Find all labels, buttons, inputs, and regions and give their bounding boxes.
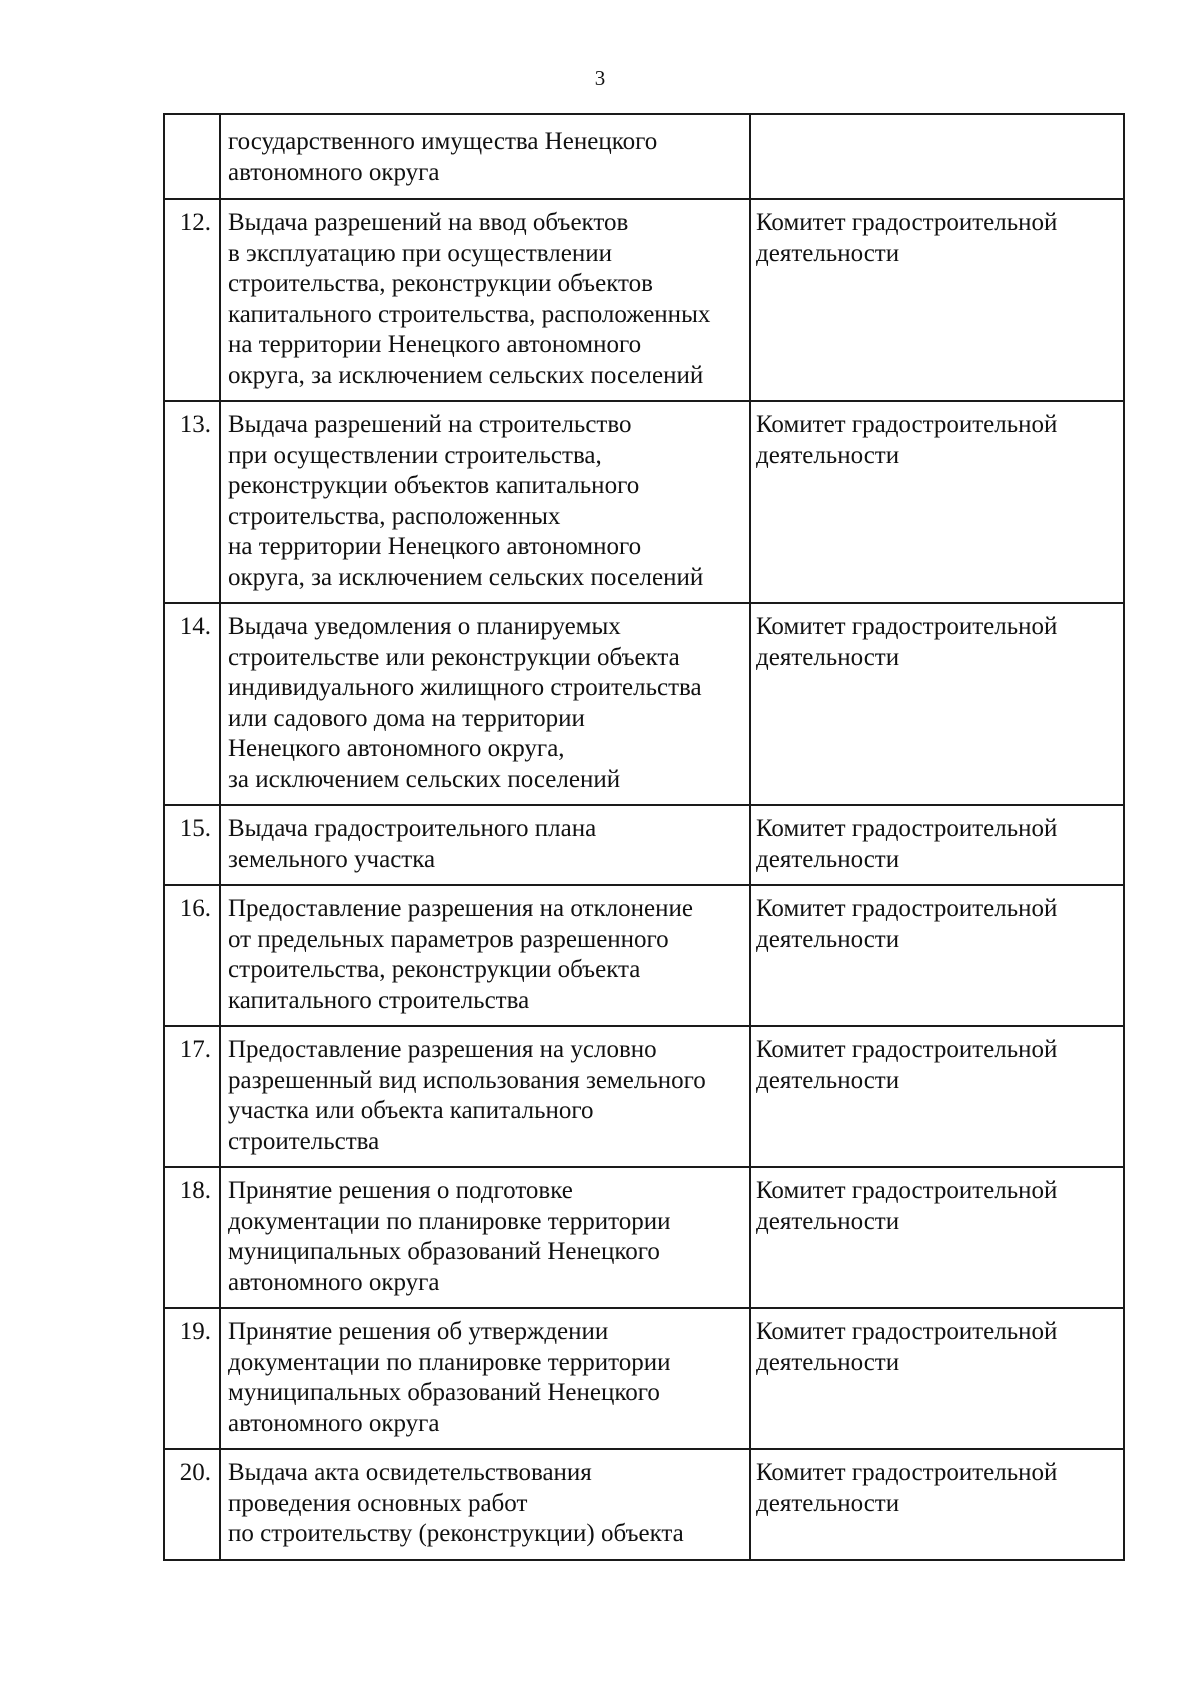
responsible-organ	[750, 114, 1124, 199]
table-row	[164, 114, 1124, 199]
row-number: 19.	[164, 1308, 220, 1449]
responsible-organ: Комитет градостроительной деятельности	[750, 603, 1124, 805]
service-name: Предоставление разрешения на отклонение от предельных параметров разрешенного строительства, реконструкции объекта капитального строительства	[220, 885, 750, 1026]
service-name: Выдача акта освидетельствования проведения основных работ по строительству (реконструкции) объекта	[220, 1449, 750, 1560]
table-row	[164, 805, 1124, 885]
row-number: 13.	[164, 401, 220, 603]
service-name: Предоставление разрешения на условно разрешенный вид использования земельного участка или объекта капитального строительства	[220, 1026, 750, 1167]
row-number: 16.	[164, 885, 220, 1026]
table-row	[164, 885, 1124, 1026]
row-number	[164, 114, 220, 199]
service-name: Принятие решения об утверждении документации по планировке территории муниципальных образований Ненецкого автономного округа	[220, 1308, 750, 1449]
responsible-organ: Комитет градостроительной деятельности	[750, 805, 1124, 885]
table-row	[164, 1308, 1124, 1449]
service-name: Выдача разрешений на строительство при осуществлении строительства, реконструкции объектов капитального строительства, расположенных на территории Ненецкого автономного округа, за исключением сельских поселений	[220, 401, 750, 603]
row-number: 17.	[164, 1026, 220, 1167]
row-number: 12.	[164, 199, 220, 401]
table-row	[164, 603, 1124, 805]
responsible-organ: Комитет градостроительной деятельности	[750, 1308, 1124, 1449]
service-name: Выдача уведомления о планируемых строительстве или реконструкции объекта индивидуального жилищного строительства или садового дома на территории Ненецкого автономного округа, за исключением сельских поселений	[220, 603, 750, 805]
service-name: Выдача разрешений на ввод объектов в эксплуатацию при осуществлении строительства, реконструкции объектов капитального строительства, расположенных на территории Ненецкого автономного округа, за исключением сельских поселений	[220, 199, 750, 401]
row-number: 15.	[164, 805, 220, 885]
responsible-organ: Комитет градостроительной деятельности	[750, 1167, 1124, 1308]
service-name: государственного имущества Ненецкого автономного округа	[220, 114, 750, 199]
responsible-organ: Комитет градостроительной деятельности	[750, 401, 1124, 603]
table-row	[164, 1167, 1124, 1308]
service-name: Выдача градостроительного плана земельного участка	[220, 805, 750, 885]
service-name: Принятие решения о подготовке документации по планировке территории муниципальных образований Ненецкого автономного округа	[220, 1167, 750, 1308]
responsible-organ: Комитет градостроительной деятельности	[750, 199, 1124, 401]
services-table	[163, 113, 1125, 1561]
responsible-organ: Комитет градостроительной деятельности	[750, 885, 1124, 1026]
row-number: 20.	[164, 1449, 220, 1560]
row-number: 14.	[164, 603, 220, 805]
responsible-organ: Комитет градостроительной деятельности	[750, 1449, 1124, 1560]
table-row	[164, 1026, 1124, 1167]
table-row	[164, 199, 1124, 401]
table-row	[164, 401, 1124, 603]
row-number: 18.	[164, 1167, 220, 1308]
responsible-organ: Комитет градостроительной деятельности	[750, 1026, 1124, 1167]
page-number: 3	[594, 66, 606, 90]
table-row	[164, 1449, 1124, 1560]
